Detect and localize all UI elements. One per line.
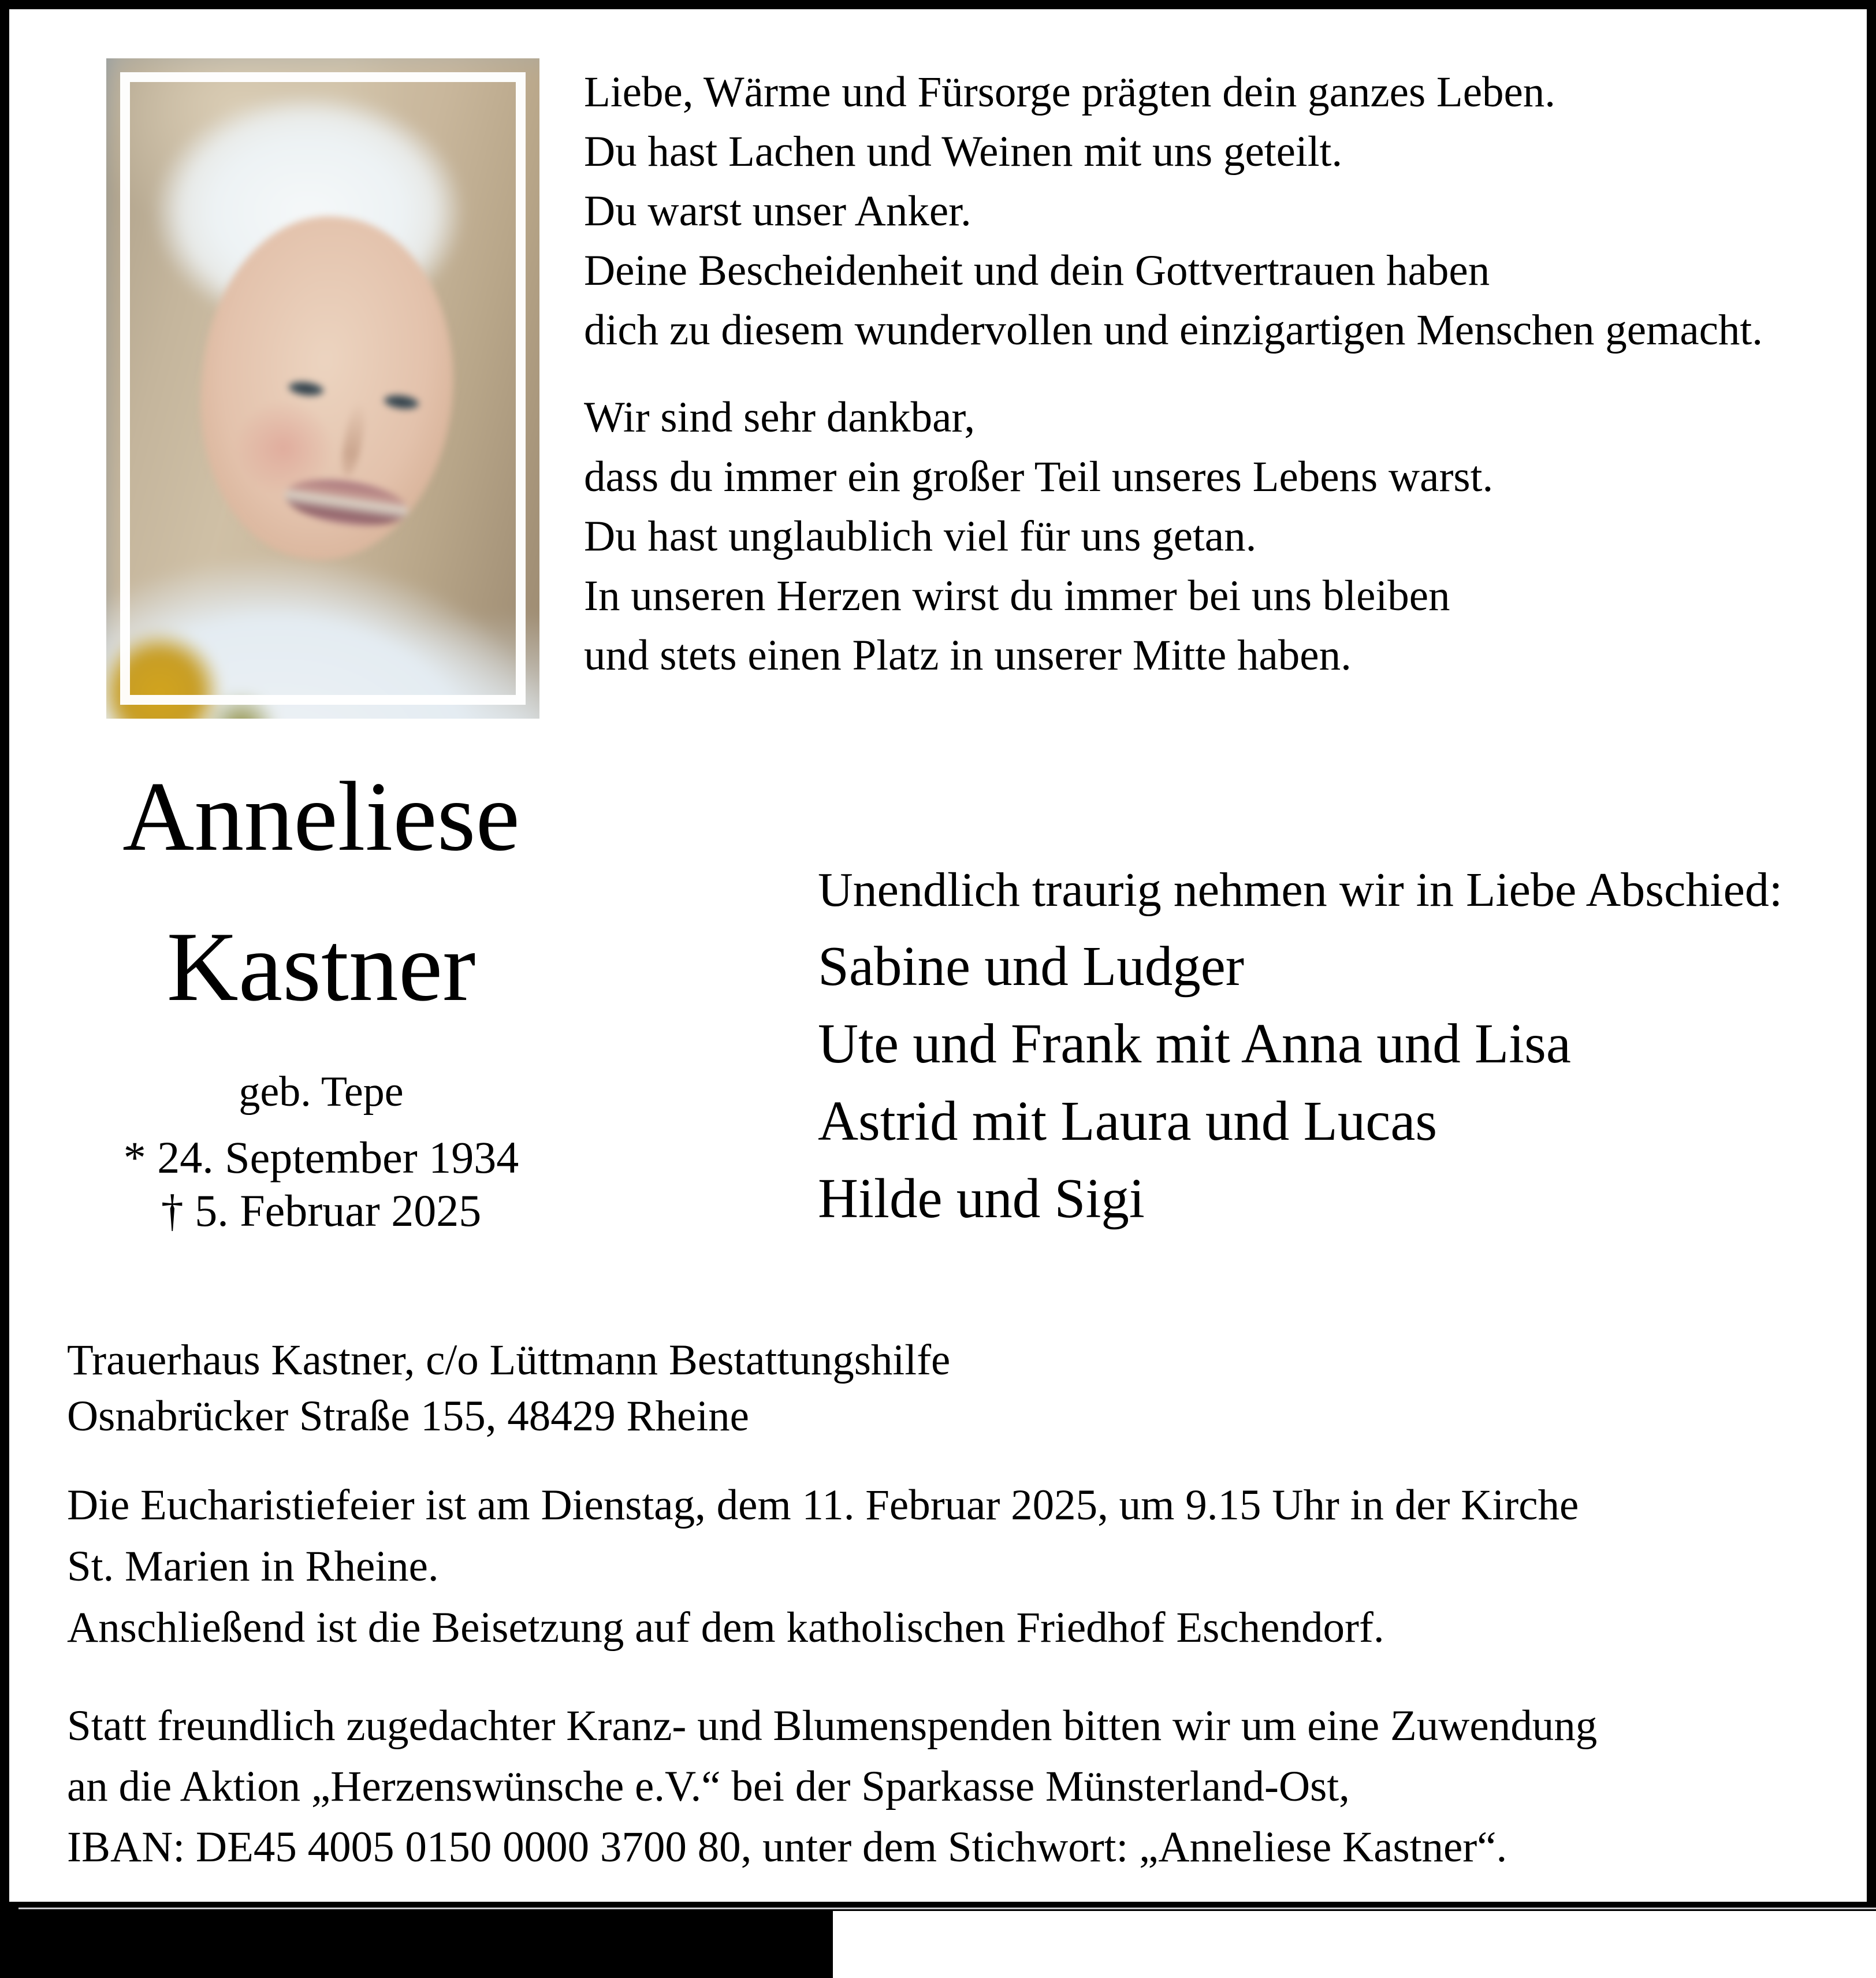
- poem-line: Deine Bescheidenheit und dein Gottvertrauen haben: [584, 247, 1490, 295]
- mourner-line: Ute und Frank mit Anna und Lisa: [818, 1013, 1571, 1074]
- poem-line: dich zu diesem wundervollen und einzigartigen Menschen gemacht.: [584, 306, 1763, 354]
- bottom-background-bar: [0, 1911, 833, 1978]
- mourner-line: Sabine und Ludger: [818, 935, 1245, 997]
- donation-request: [67, 1696, 1597, 1877]
- donation-line: an die Aktion „Herzenswünsche e.V.“ bei der Sparkasse Münsterland-Ost,: [67, 1763, 1350, 1810]
- deceased-first-name: Anneliese: [122, 762, 520, 872]
- poem-paragraph-2: [584, 388, 1493, 685]
- poem-line: Wir sind sehr dankbar,: [584, 393, 976, 441]
- address-line: Trauerhaus Kastner, c/o Lüttmann Bestattungshilfe: [67, 1336, 951, 1384]
- photo-inner-frame: [120, 72, 526, 705]
- portrait-photo: [106, 58, 539, 719]
- mourner-line: Hilde und Sigi: [818, 1168, 1145, 1229]
- donation-line: Statt freundlich zugedachter Kranz- und Blumenspenden bitten wir um eine Zuwendung: [67, 1702, 1598, 1750]
- poem-line: Liebe, Wärme und Fürsorge prägten dein ganzes Leben.: [584, 68, 1556, 116]
- birth-date-line: * 24. September 1934: [123, 1132, 519, 1183]
- poem-paragraph-1: [584, 62, 1763, 360]
- service-line: Die Eucharistiefeier ist am Dienstag, dem 11. Februar 2025, um 9.15 Uhr in der Kirche: [67, 1481, 1579, 1529]
- mourner-line: Astrid mit Laura und Lucas: [818, 1090, 1438, 1152]
- death-date-line: † 5. Februar 2025: [161, 1185, 482, 1236]
- service-line: Anschließend ist die Beisetzung auf dem katholischen Friedhof Eschendorf.: [67, 1604, 1384, 1652]
- poem-line: und stets einen Platz in unserer Mitte haben.: [584, 631, 1352, 679]
- deceased-last-name: Kastner: [166, 912, 476, 1022]
- mourning-house-address: [67, 1332, 950, 1444]
- poem-line: dass du immer ein großer Teil unseres Lebens warst.: [584, 453, 1494, 501]
- farewell-intro: Unendlich traurig nehmen wir in Liebe Abschied:: [818, 863, 1783, 917]
- poem-line: In unseren Herzen wirst du immer bei uns bleiben: [584, 572, 1450, 620]
- address-line: Osnabrücker Straße 155, 48429 Rheine: [67, 1392, 749, 1440]
- maiden-name: geb. Tepe: [239, 1068, 404, 1116]
- service-line: St. Marien in Rheine.: [67, 1542, 439, 1590]
- scan-artifact-line: [18, 1908, 1876, 1909]
- service-information: [67, 1475, 1579, 1659]
- donation-line: IBAN: DE45 4005 0150 0000 3700 80, unter dem Stichwort: „Anneliese Kastner“.: [67, 1823, 1508, 1871]
- poem-line: Du hast Lachen und Weinen mit uns geteilt.: [584, 128, 1343, 176]
- poem-line: Du hast unglaublich viel für uns getan.: [584, 512, 1257, 560]
- poem-line: Du warst unser Anker.: [584, 187, 972, 235]
